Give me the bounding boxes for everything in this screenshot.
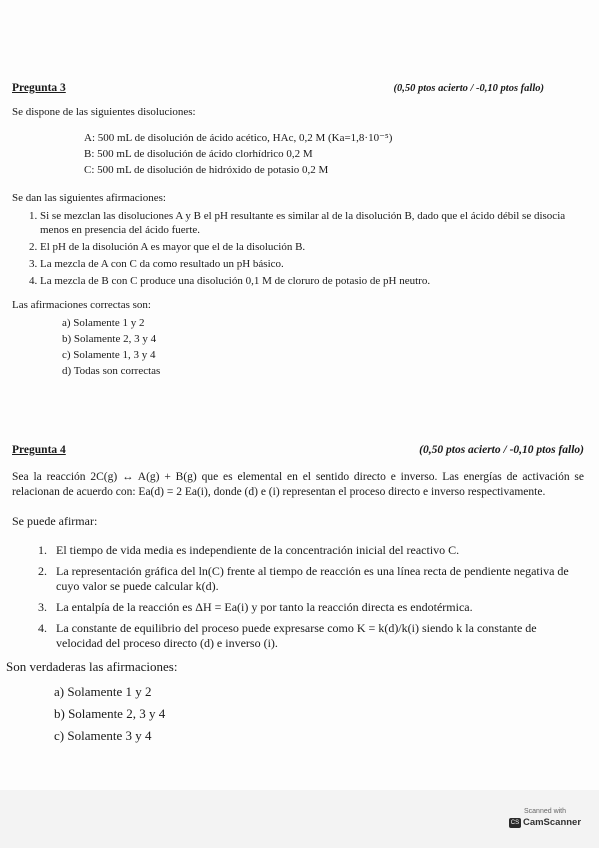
statement-1: 1. Si se mezclan las disoluciones A y B el pH resultante es similar al de la disolución B, dado que el ácido débil se disocia menos en presencia del ácido fuerte.	[40, 209, 584, 237]
option-c: c) Solamente 3 y 4	[54, 728, 152, 743]
solution-a: A: 500 mL de disolución de ácido acético, HAc, 0,2 M (Ka=1,8·10⁻⁵)	[84, 132, 393, 144]
statements-list	[12, 209, 584, 288]
statements-intro: Se dan las siguientes afirmaciones:	[12, 192, 166, 204]
statement-2: 2. El pH de la disolución A es mayor que el de la disolución B.	[40, 240, 584, 254]
statements-list	[12, 543, 584, 651]
option-c: c) Solamente 1, 3 y 4	[62, 349, 156, 361]
question-4-intro: Sea la reacción 2C(g) ↔ A(g) + B(g) que es elemental en el sentido directo e inverso. Las energías de activación se relacionan de acuerdo con: Ea(d) = 2 Ea(i), donde (d) e (i) representan el proceso directo e inverso respectivamente.	[12, 471, 584, 498]
statement-1: 1. El tiempo de vida media es independiente de la concentración inicial del reactivo C.	[50, 543, 584, 558]
solution-c: C: 500 mL de disolución de hidróxido de potasio 0,2 M	[84, 164, 329, 176]
question-4-title: Pregunta 4	[12, 444, 66, 456]
answers-intro: Las afirmaciones correctas son:	[12, 299, 151, 311]
option-d: d) Todas son correctas	[62, 365, 161, 377]
option-b: b) Solamente 2, 3 y 4	[62, 333, 157, 345]
watermark-brand: CamScanner	[522, 817, 582, 828]
statement-3: 3. La mezcla de A con C da como resultado un pH básico.	[40, 257, 584, 271]
options-list	[12, 682, 584, 746]
option-a: a) Solamente 1 y 2	[54, 684, 152, 699]
question-3-header	[12, 82, 584, 94]
camscanner-logo-icon: CS	[510, 819, 520, 826]
option-a: a) Solamente 1 y 2	[62, 317, 145, 329]
question-3-score: (0,50 ptos acierto / -0,10 ptos fallo)	[393, 83, 544, 94]
question-4	[6, 444, 584, 748]
question-3-intro: Se dispone de las siguientes disoluciones:	[12, 106, 196, 118]
statement-2: 2. La representación gráfica del ln(C) frente al tiempo de reacción es una línea recta de pendiente negativa de cuyo valor se puede calcular k(d).	[50, 564, 584, 594]
answers-intro: Son verdaderas las afirmaciones:	[6, 659, 178, 674]
watermark-caption: Scanned with	[523, 808, 567, 815]
statement-3: 3. La entalpía de la reacción es ΔH = Ea(i) y por tanto la reacción directa es endotérmica.	[50, 600, 584, 615]
question-3	[12, 82, 584, 380]
statement-4: 4. La mezcla de B con C produce una disolución 0,1 M de cloruro de potasio de pH neutro.	[40, 274, 584, 288]
option-b: b) Solamente 2, 3 y 4	[54, 706, 166, 721]
solutions-list	[84, 131, 584, 177]
camscanner-watermark	[500, 808, 590, 838]
question-4-header	[12, 444, 584, 456]
statements-intro: Se puede afirmar:	[12, 514, 98, 528]
solution-b: B: 500 mL de disolución de ácido clorhídrico 0,2 M	[84, 148, 313, 160]
options-list	[12, 316, 584, 378]
statement-4: 4. La constante de equilibrio del proceso puede expresarse como K = k(d)/k(i) siendo k la constante de velocidad del proceso directo (d) e inverso (i).	[50, 621, 584, 651]
question-4-score: (0,50 ptos acierto / -0,10 ptos fallo)	[419, 444, 584, 456]
question-3-title: Pregunta 3	[12, 82, 66, 94]
